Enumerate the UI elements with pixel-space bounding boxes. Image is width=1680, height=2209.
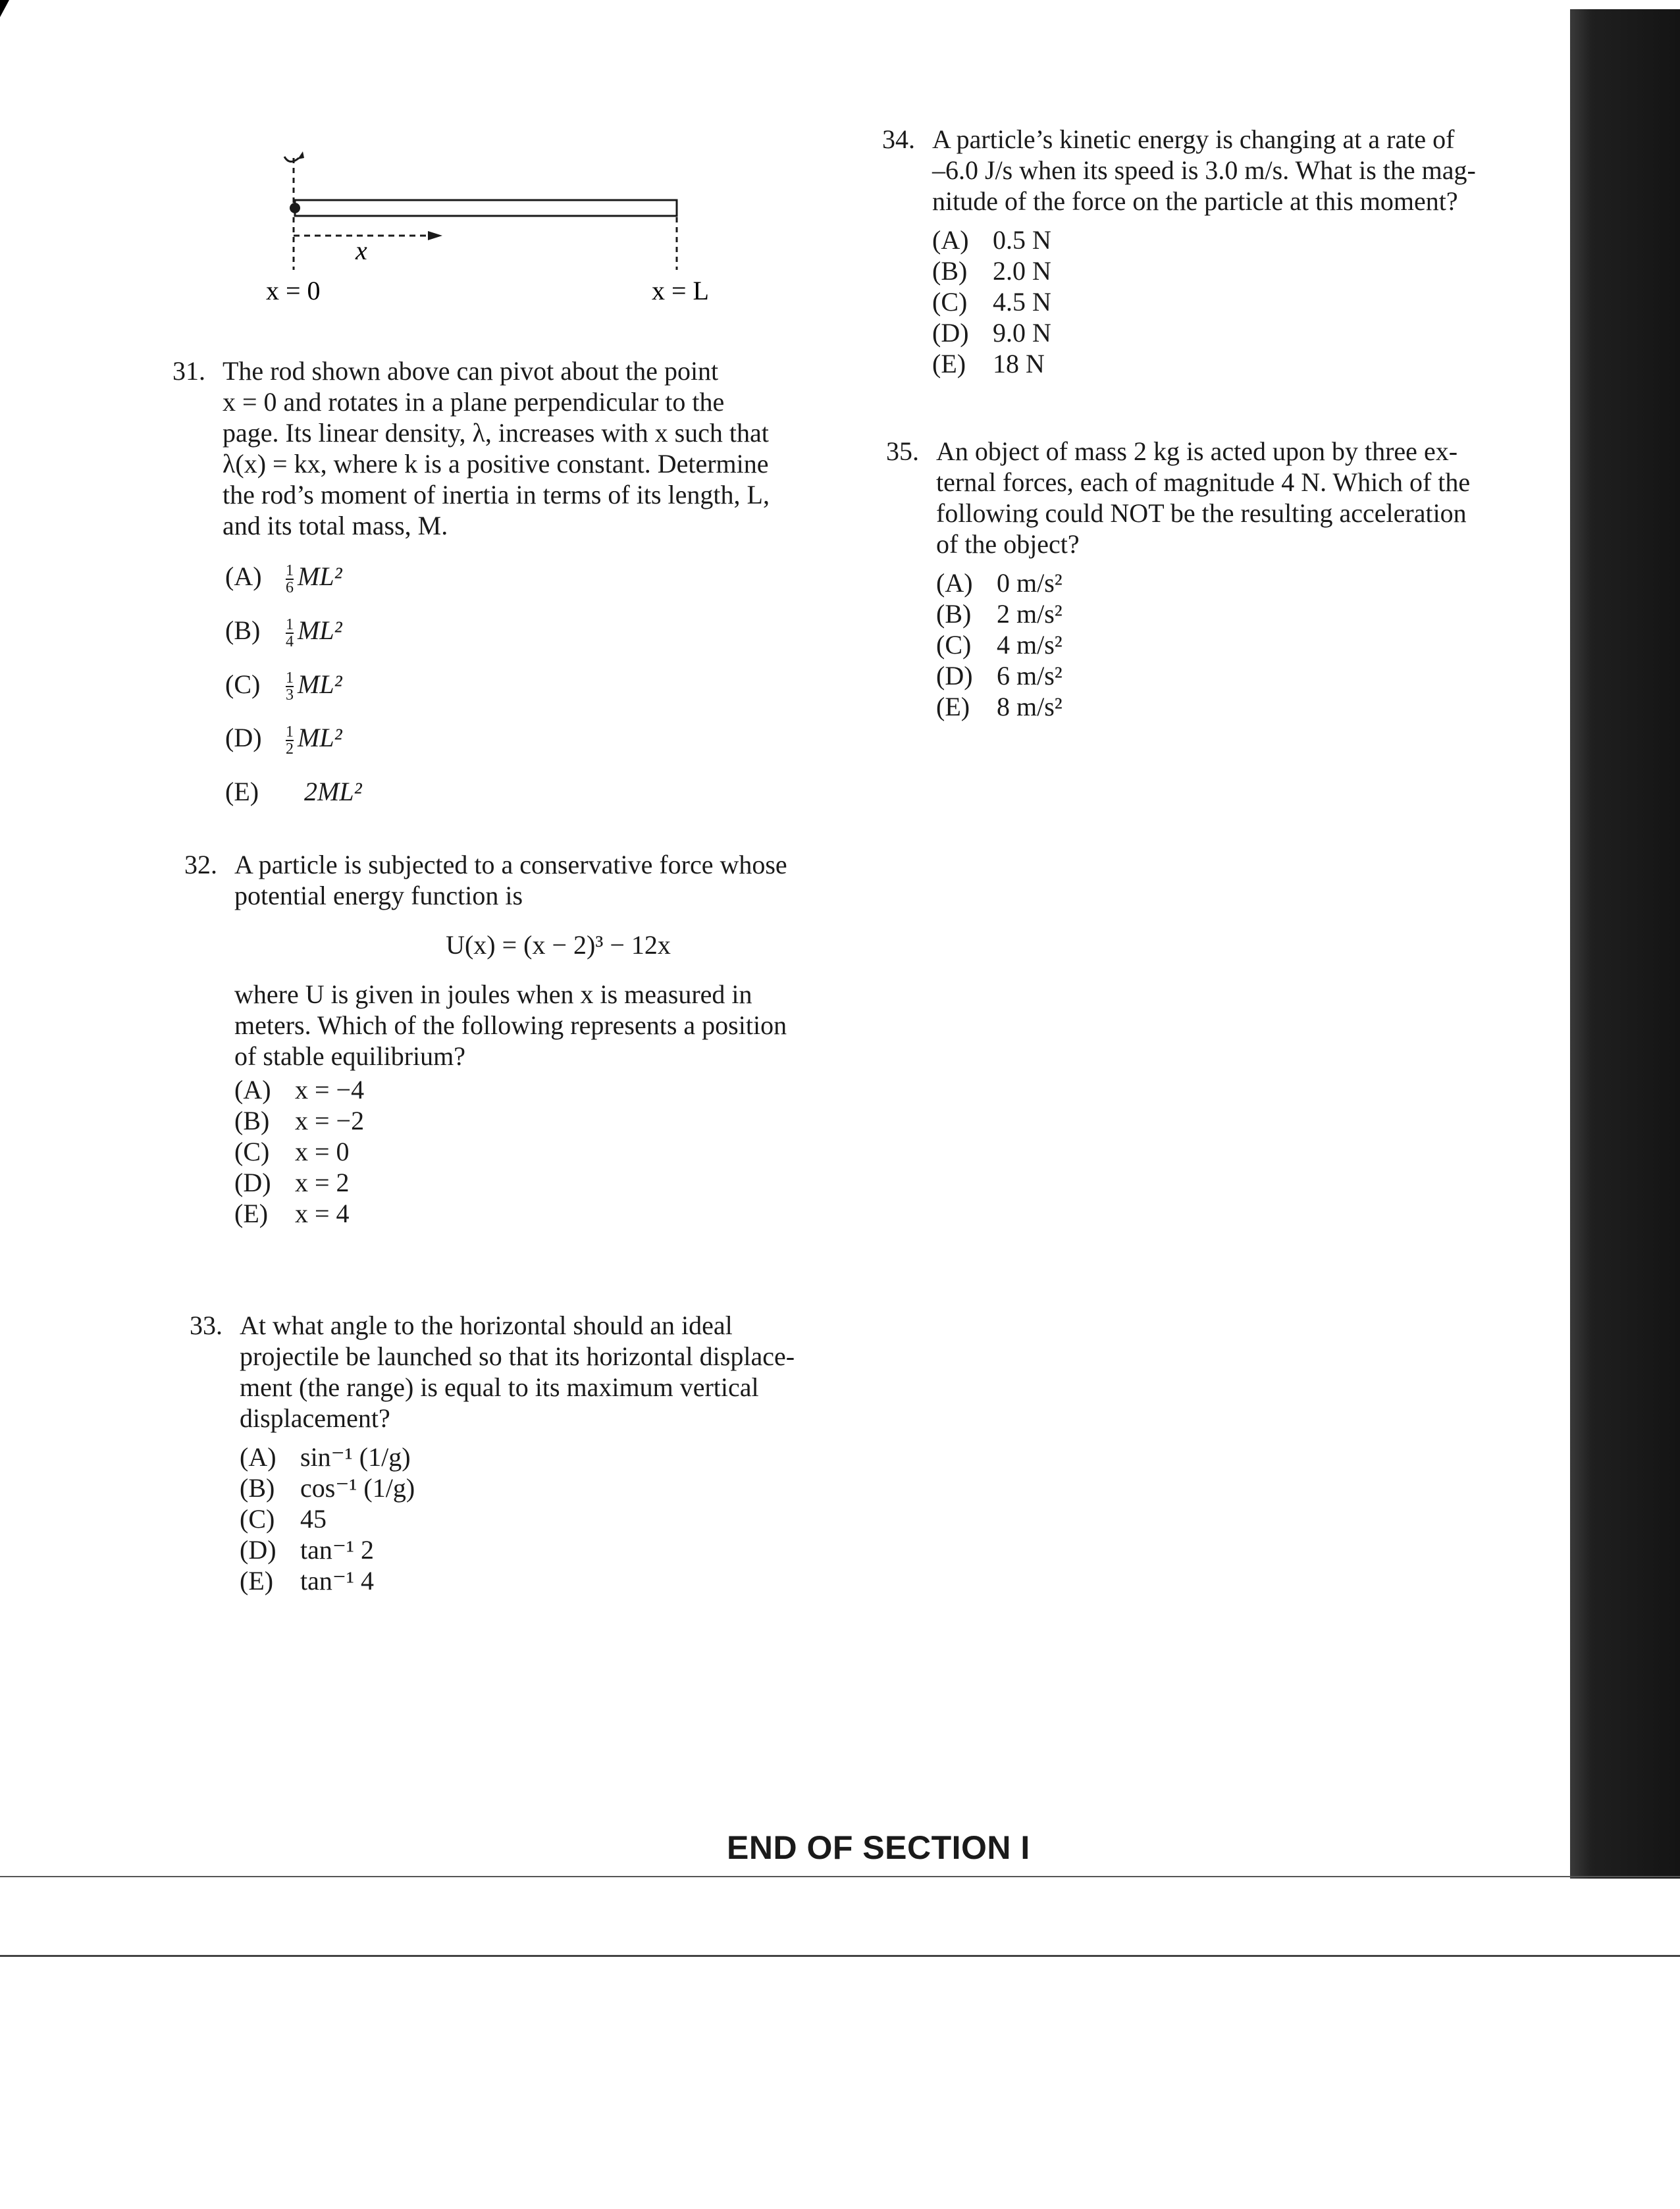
fraction: $\frac{1}{6}$ (286, 561, 294, 596)
question-number: 31. (172, 356, 205, 386)
question-33 (190, 1310, 887, 1596)
choice-c: (C) 4 m/s² (936, 630, 1063, 660)
choice-a: (A) 0 m/s² (936, 568, 1063, 598)
choice-c: (C) x = 0 (234, 1137, 350, 1166)
choice-c: (C) 4.5 N (932, 287, 1051, 317)
choice-a: (A) 0.5 N (932, 225, 1051, 255)
question-text: A particle’s kinetic energy is changing at a rate of –6.0 J/s when its speed is 3.0 m/s. What is the mag- nitude of the force on the particle at this moment? (932, 124, 1476, 216)
x-label: x (355, 236, 367, 265)
fraction: $\frac{1}{3}$ (286, 669, 294, 704)
choice-text: ML² (298, 615, 342, 645)
rod (295, 200, 677, 216)
question-35 (886, 436, 1558, 722)
fraction: $\frac{1}{2}$ (286, 723, 294, 758)
fraction: $\frac{1}{4}$ (286, 615, 294, 650)
xL-label: x = L (652, 276, 709, 305)
choice-a (225, 561, 870, 596)
choice-a: (A) x = −4 (234, 1075, 365, 1104)
choice-a: (A) sin⁻¹ (1/g) (240, 1442, 411, 1472)
choice-b: (B) cos⁻¹ (1/g) (240, 1473, 415, 1503)
choice-b: (B) x = −2 (234, 1106, 365, 1135)
choice-text: ML² (298, 669, 342, 699)
question-text: A particle is subjected to a conservative force whose potential energy function is (234, 850, 787, 910)
choice-d: (D) x = 2 (234, 1168, 350, 1197)
question-text: An object of mass 2 kg is acted upon by three ex- ternal forces, each of magnitude 4 N. Which of the following could NOT be the resulting acceleration of the object? (936, 436, 1471, 559)
choice-b: (B) 2.0 N (932, 256, 1051, 286)
question-number: 33. (190, 1311, 223, 1340)
page-edge-shadow (1570, 9, 1680, 1879)
question-number: 32. (184, 850, 217, 879)
choice-d: (D) 9.0 N (932, 318, 1051, 348)
question-32 (184, 849, 882, 1229)
choice-e (225, 776, 870, 807)
choice-e: (E) x = 4 (234, 1199, 350, 1228)
page-bottom-edge (0, 1876, 1680, 1877)
rod-diagram (250, 138, 737, 309)
end-of-section-heading: END OF SECTION I (727, 1829, 1030, 1866)
choice-list (932, 224, 1554, 379)
choice-text: ML² (298, 723, 342, 753)
question-text: The rod shown above can pivot about the point x = 0 and rotates in a plane perpendicular to the page. Its linear density, λ, increases with x such that λ(x) = kx, where k is a positive constant. Determine the rod’s moment of inertia in terms of its length, L, and its total mass, M. (223, 356, 770, 540)
potential-energy-equation: U(x) = (x − 2)³ − 12x (446, 930, 671, 960)
pivot-point (290, 203, 300, 213)
choice-letter: (E) (225, 777, 259, 807)
choice-list (240, 1442, 887, 1596)
sheet-bottom-edge (0, 1955, 1680, 1957)
question-number: 34. (882, 124, 915, 154)
question-text: At what angle to the horizontal should an ideal projectile be launched so that its horizontal displace- ment (the range) is equal to its maximum vertical displacement? (240, 1311, 795, 1433)
choice-list (936, 567, 1558, 722)
choice-b: (B) 2 m/s² (936, 599, 1063, 629)
choice-b (225, 615, 870, 650)
choice-d (225, 722, 870, 757)
x-arrow-icon (428, 231, 442, 240)
choice-e: (E) 8 m/s² (936, 692, 1063, 721)
x0-label: x = 0 (266, 276, 321, 305)
question-31 (172, 355, 870, 826)
question-34 (882, 124, 1554, 379)
choice-letter: (B) (225, 615, 261, 645)
choice-c (225, 669, 870, 704)
choice-d: (D) 6 m/s² (936, 661, 1063, 690)
choice-list (225, 561, 870, 807)
question-text-continued: where U is given in joules when x is measured in meters. Which of the following represents a position of stable equilibrium? (234, 979, 787, 1071)
question-number: 35. (886, 436, 919, 466)
choice-text: 2ML² (304, 777, 362, 807)
choice-letter: (D) (225, 723, 262, 753)
choice-list (234, 1074, 882, 1229)
choice-d: (D) tan⁻¹ 2 (240, 1535, 374, 1565)
choice-e: (E) 18 N (932, 349, 1045, 378)
choice-letter: (A) (225, 561, 262, 591)
choice-c: (C) 45 (240, 1504, 327, 1534)
scan-corner-mark (0, 0, 9, 17)
choice-e: (E) tan⁻¹ 4 (240, 1566, 374, 1596)
choice-text: ML² (298, 561, 342, 591)
choice-letter: (C) (225, 669, 261, 699)
